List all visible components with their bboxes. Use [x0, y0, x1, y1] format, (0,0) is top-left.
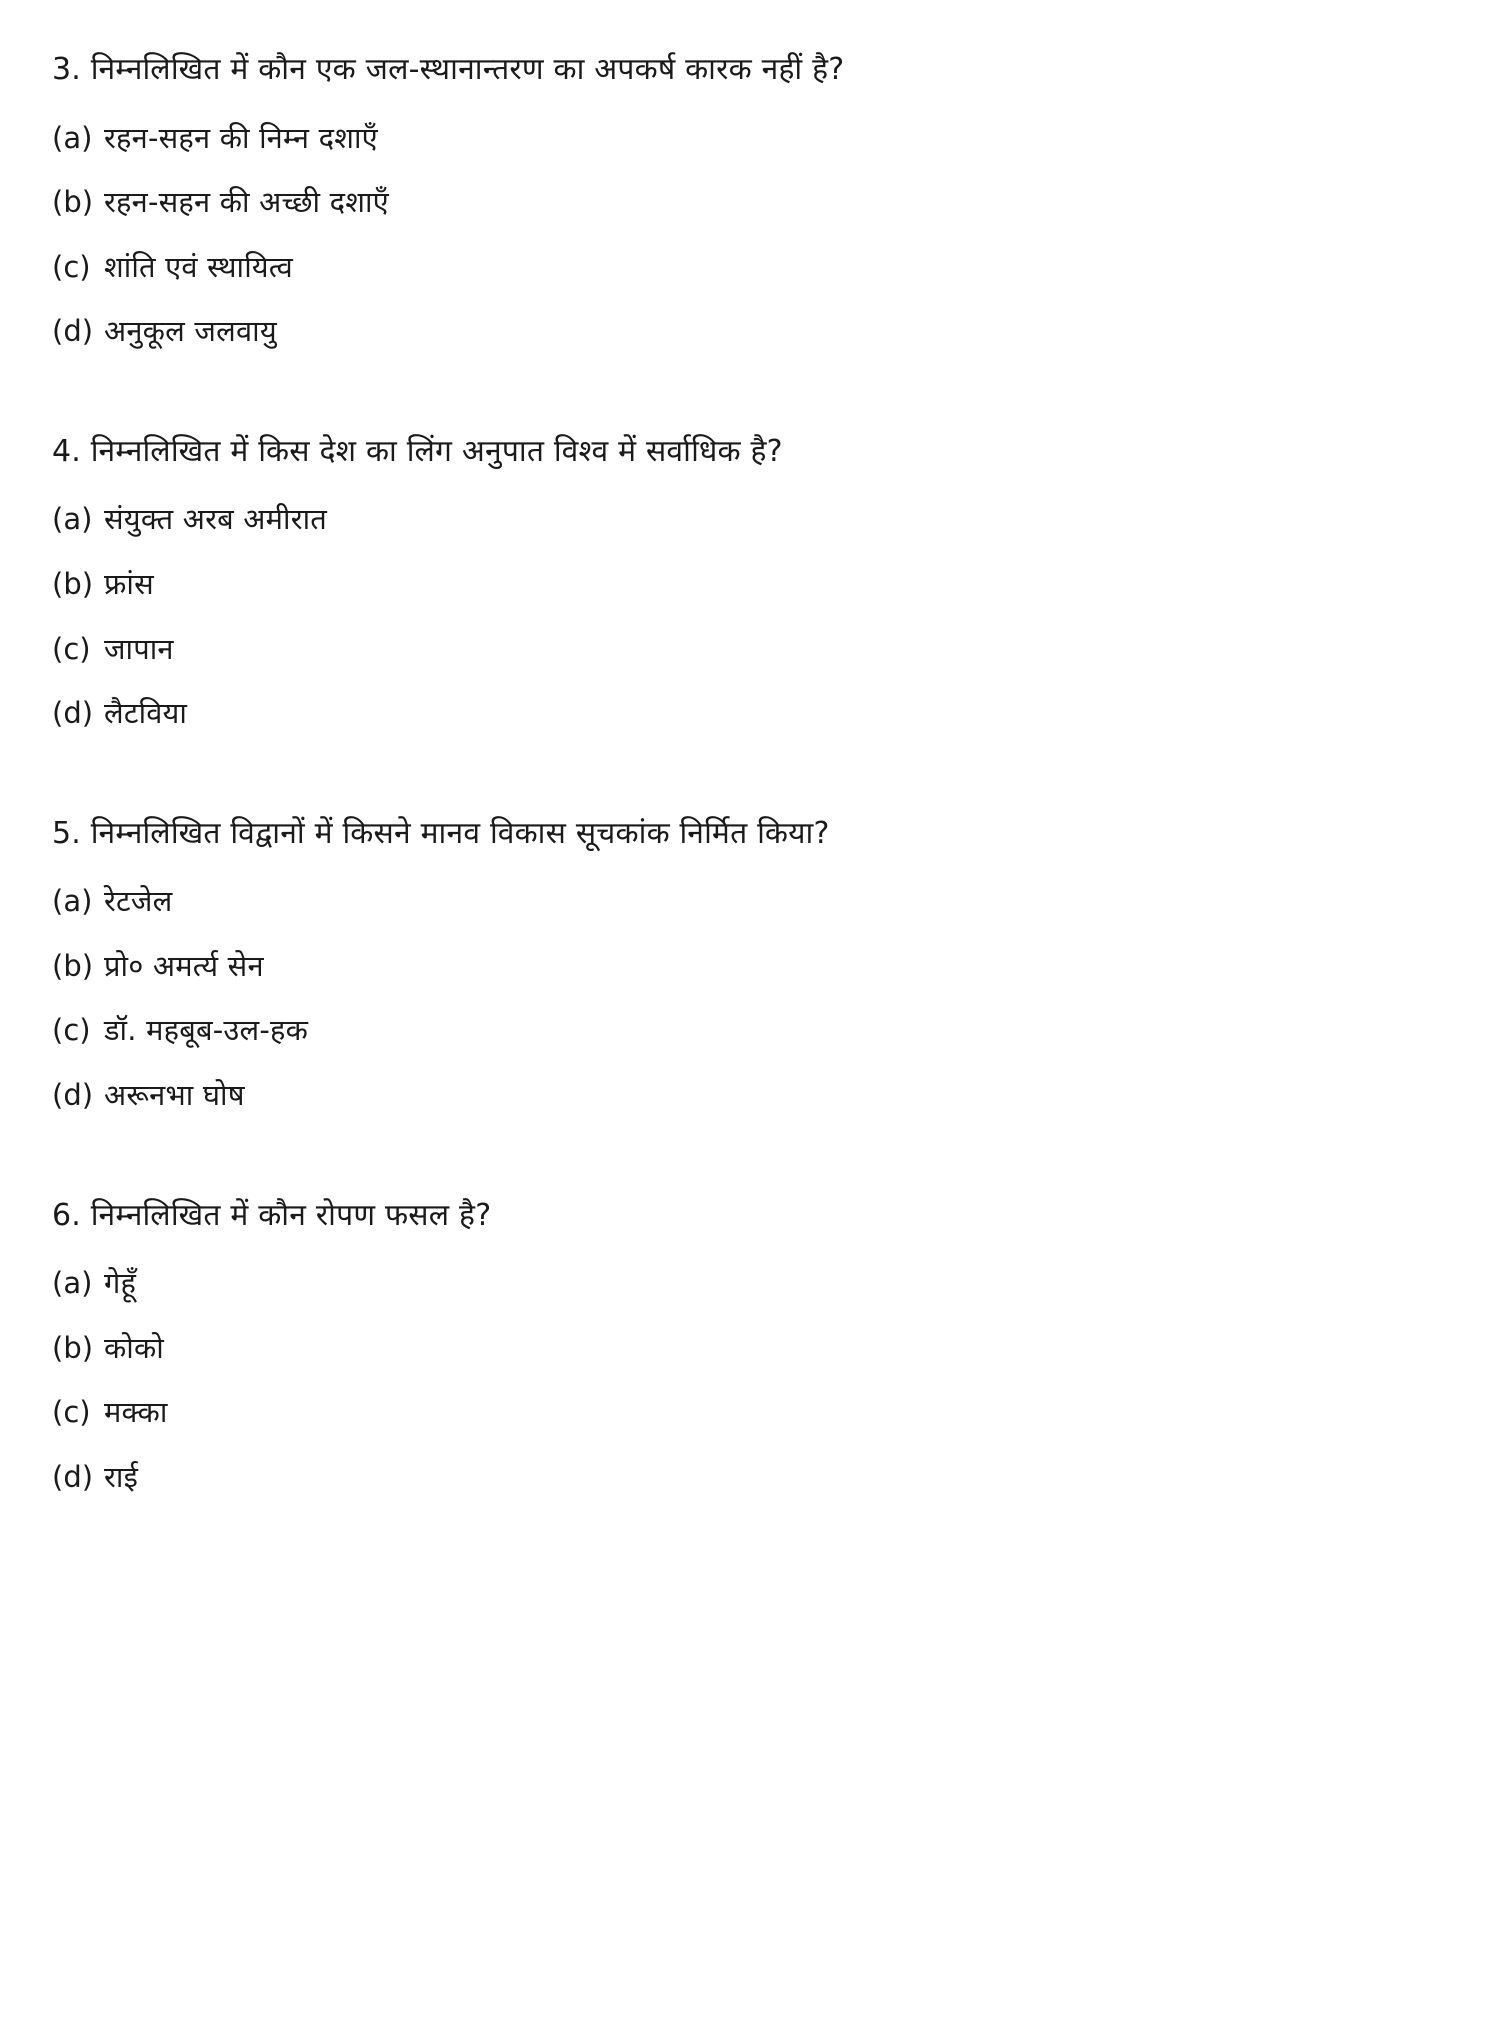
question-stem: 6. निम्नलिखित में कौन रोपण फसल है?: [52, 1197, 492, 1233]
question-block: [52, 1194, 1445, 1498]
option-key: (c): [52, 1013, 91, 1048]
option-item[interactable]: [52, 311, 1445, 352]
option-key: (c): [52, 1395, 91, 1430]
option-item[interactable]: [52, 1075, 1445, 1116]
option-key: (a): [52, 1266, 93, 1301]
question-block: [52, 48, 1445, 352]
option-text: लैटविया: [104, 696, 188, 731]
option-text: अरूनभा घोष: [104, 1078, 245, 1113]
option-text: शांति एवं स्थायित्व: [104, 249, 293, 284]
option-key: (b): [52, 948, 94, 983]
option-item[interactable]: [52, 693, 1445, 734]
option-text: गेहूँ: [104, 1266, 137, 1301]
option-key: (d): [52, 314, 94, 349]
question-block: [52, 812, 1445, 1116]
option-item[interactable]: [52, 564, 1445, 605]
question-stem: 3. निम्नलिखित में कौन एक जल-स्थानान्तरण का अपकर्ष कारक नहीं है?: [52, 52, 845, 87]
option-item[interactable]: [52, 1328, 1445, 1369]
question-stem: 4. निम्नलिखित में किस देश का लिंग अनुपात विश्व में सर्वाधिक है?: [52, 433, 783, 469]
option-text: मक्का: [104, 1395, 168, 1430]
option-text: फ्रांस: [104, 566, 154, 601]
option-text: प्रो० अमर्त्य सेन: [104, 948, 264, 983]
option-item[interactable]: [52, 247, 1445, 288]
option-key: (b): [52, 566, 94, 601]
option-text: रहन-सहन की अच्छी दशाएँ: [104, 185, 389, 220]
option-item[interactable]: [52, 881, 1445, 922]
option-key: (a): [52, 502, 93, 537]
option-key: (b): [52, 185, 94, 220]
question-block: [52, 430, 1445, 734]
option-list: [52, 118, 1445, 352]
option-key: (a): [52, 120, 93, 155]
option-item[interactable]: [52, 1392, 1445, 1433]
option-item[interactable]: [52, 946, 1445, 987]
option-item[interactable]: [52, 1010, 1445, 1051]
option-text: कोको: [104, 1330, 164, 1365]
option-key: (c): [52, 631, 91, 666]
option-key: (c): [52, 249, 91, 284]
option-item[interactable]: [52, 1263, 1445, 1304]
option-text: जापान: [104, 631, 174, 666]
option-text: डॉ. महबूब-उल-हक: [104, 1013, 309, 1048]
option-key: (a): [52, 884, 93, 919]
option-key: (d): [52, 696, 94, 731]
option-item[interactable]: [52, 118, 1445, 159]
option-text: अनुकूल जलवायु: [104, 314, 277, 349]
option-text: रहन-सहन की निम्न दशाएँ: [104, 120, 378, 155]
option-text: संयुक्त अरब अमीरात: [104, 502, 328, 537]
option-item[interactable]: [52, 629, 1445, 670]
option-key: (b): [52, 1330, 94, 1365]
option-key: (d): [52, 1459, 94, 1494]
option-text: राई: [104, 1459, 139, 1494]
question-stem: 5. निम्नलिखित विद्वानों में किसने मानव विकास सूचकांक निर्मित किया?: [52, 815, 830, 851]
option-text: रेटजेल: [104, 884, 173, 919]
option-item[interactable]: [52, 182, 1445, 223]
option-item[interactable]: [52, 1457, 1445, 1498]
option-list: [52, 1263, 1445, 1497]
option-item[interactable]: [52, 499, 1445, 540]
option-key: (d): [52, 1078, 94, 1113]
option-list: [52, 881, 1445, 1115]
option-list: [52, 499, 1445, 733]
